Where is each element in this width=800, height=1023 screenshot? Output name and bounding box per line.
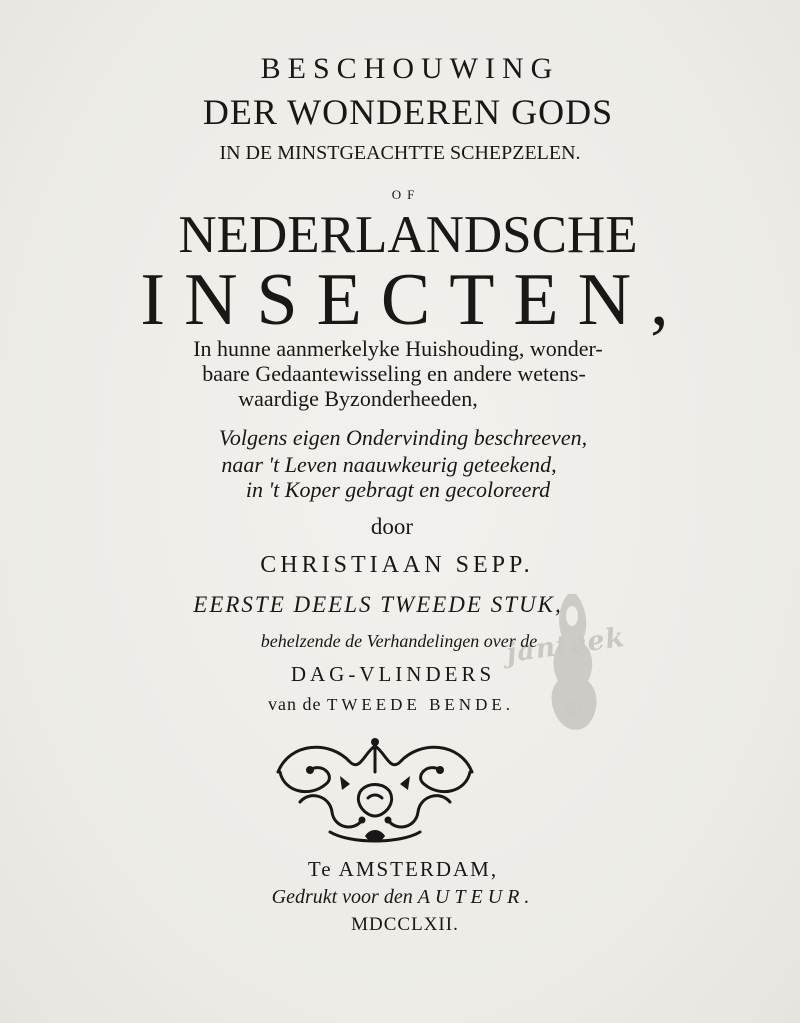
subtitle-line-2: baare Gedaantewisseling en andere wetens- xyxy=(202,361,586,386)
bende-line xyxy=(0,694,791,715)
printers-ornament-icon xyxy=(270,732,480,848)
title-line-of: OF xyxy=(391,187,421,202)
italic-line-1: Volgens eigen Ondervinding beschreeven, xyxy=(218,425,588,450)
author-name: CHRISTIAAN SEPP. xyxy=(260,552,534,578)
contents-line: behelzende de Verhandelingen over de xyxy=(260,631,538,651)
dag-vlinders-line: DAG-VLINDERS xyxy=(290,662,496,686)
imprint-year: MDCCLXII. xyxy=(351,914,459,935)
subtitle-line-1: In hunne aanmerkelyke Huishouding, wonder- xyxy=(193,336,603,361)
title-line-insecten: INSECTEN, xyxy=(140,259,688,341)
door-line: door xyxy=(370,514,414,539)
subtitle-line-3: waardige Byzonderheeden, xyxy=(238,386,478,411)
italic-line-2: naar 't Leven naauwkeurig geteekend, xyxy=(221,452,557,477)
volume-line: EERSTE DEELS TWEEDE STUK, xyxy=(193,592,563,617)
watermark-text: janteek xyxy=(504,621,628,670)
watermark xyxy=(498,586,658,746)
bende-prefix: van de xyxy=(267,694,322,714)
title-line-nederlandsche: NEDERLANDSCHE xyxy=(178,206,638,264)
imprint-city: Te AMSTERDAM, xyxy=(307,857,499,881)
imprint-printer xyxy=(3,886,800,909)
italic-line-3: in 't Koper gebragt en gecoloreerd xyxy=(245,477,551,502)
bende-caps: TWEEDE BENDE. xyxy=(326,695,514,714)
imprint-printer-caps: AUTEUR. xyxy=(417,886,535,908)
title-line-beschouwing: BESCHOUWING xyxy=(260,52,560,85)
title-line-wonderen-gods: DER WONDEREN GODS xyxy=(202,92,614,132)
title-line-schepzelen: IN DE MINSTGEACHTTE SCHEPZELEN. xyxy=(219,142,581,164)
imprint-printer-prefix: Gedrukt voor den xyxy=(271,886,413,908)
watermark-copyright: © xyxy=(564,698,584,722)
